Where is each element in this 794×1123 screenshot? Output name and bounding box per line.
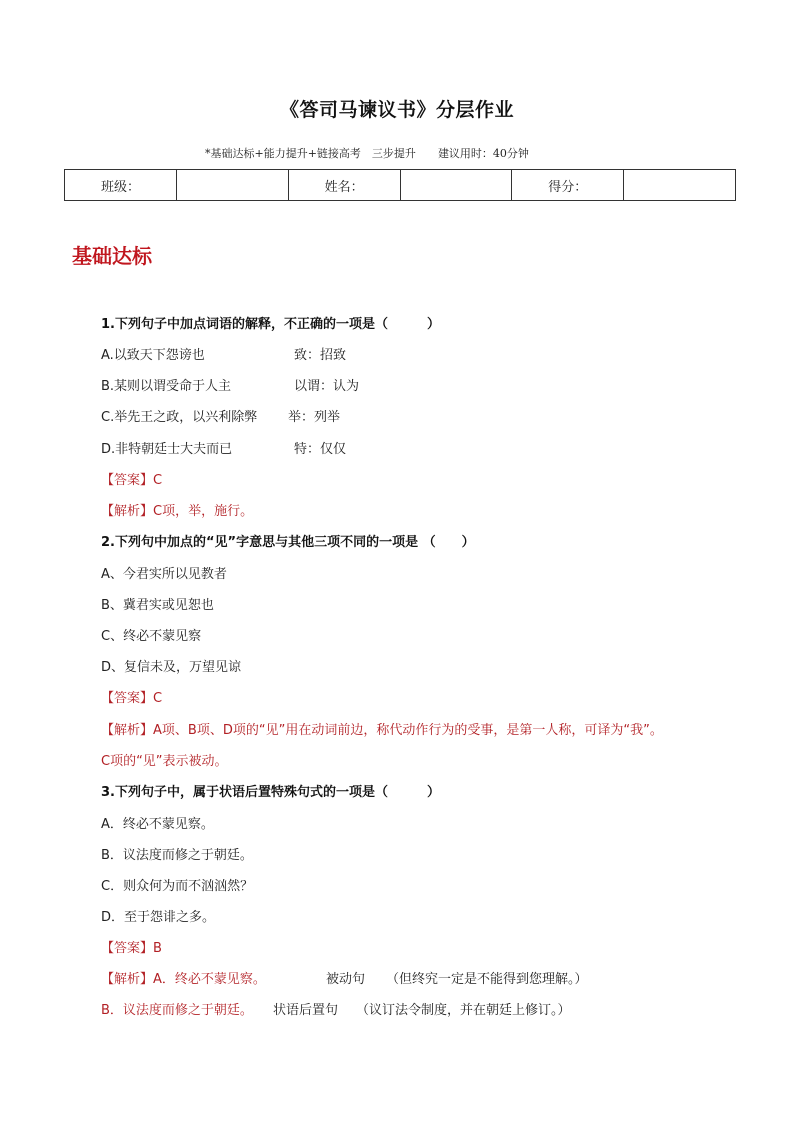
section-title: 基础达标: [72, 244, 152, 268]
q2-option-d: D、复信未及，万望见谅: [101, 660, 242, 675]
q1-a-gloss: 致：招致: [294, 348, 347, 363]
analysis-translation: （议订法令制度，并在朝廷上修订。）: [356, 1003, 571, 1018]
answer-tag: 【答案】: [101, 473, 154, 488]
q1-b-text: B.某则以谓受命于人主: [101, 379, 232, 394]
q3-analysis-line1: [101, 968, 588, 987]
q1-option-d: [101, 438, 346, 457]
analysis-translation: （但终究一定是不能得到您理解。）: [386, 972, 588, 987]
subtitle-time: 建议用时：40分钟: [437, 147, 529, 160]
q1-analysis: [101, 500, 253, 519]
q1-c-gloss: 举：列举: [288, 410, 341, 425]
q2-analysis-line1: [101, 719, 663, 738]
q3-analysis-line2: [101, 999, 571, 1018]
analysis-text: 用在动词前边，称代动作行为的受事，是第一人称，可译为: [285, 723, 624, 738]
q2-stem: 2.下列句中加点的“见”字意思与其他三项不同的一项是 （ ）: [101, 535, 475, 550]
q1-b-gloss: 以谓：认为: [294, 379, 360, 394]
name-field[interactable]: [400, 170, 512, 201]
q1-option-c: [101, 406, 340, 425]
analysis-tag: 【解析】: [101, 972, 154, 987]
answer-value: B: [153, 941, 162, 956]
answer-value: C: [153, 691, 163, 706]
score-label: 得分：: [512, 170, 624, 201]
q1-c-text: C.举先王之政，以兴利除弊: [101, 410, 258, 425]
q1-d-gloss: 特：仅仅: [294, 442, 347, 457]
q1-a-text: A.以致天下怨谤也: [101, 348, 205, 363]
q3-option-a: A．终必不蒙见察。: [101, 817, 214, 832]
q1-option-b: [101, 375, 359, 394]
q3-option-d: D．至于怨诽之多。: [101, 910, 216, 925]
class-label: 班级：: [65, 170, 177, 201]
q1-option-a: [101, 344, 346, 363]
q2-option-a: A、今君实所以见教者: [101, 567, 227, 582]
q2-option-c: C、终必不蒙见察: [101, 629, 202, 644]
document-subtitle: [205, 145, 529, 161]
score-field[interactable]: [624, 170, 736, 201]
analysis-tag: 【解析】: [101, 504, 154, 519]
analysis-text: 。: [649, 723, 663, 738]
document-title: 《答司马谏议书》分层作业: [279, 99, 514, 121]
q1-d-text: D.非特朝廷士大夫而已: [101, 442, 233, 457]
q1-stem: 1.下列句子中加点词语的解释，不正确的一项是（ ）: [101, 317, 440, 332]
class-field[interactable]: [176, 170, 288, 201]
q3-answer: [101, 937, 162, 956]
analysis-text: C项，举，施行。: [153, 504, 254, 519]
q2-option-b: B、冀君实或见恕也: [101, 598, 214, 613]
analysis-type: 状语后置句: [273, 1003, 339, 1018]
answer-tag: 【答案】: [101, 941, 154, 956]
q3-option-c: C．则众何为而不汹汹然？: [101, 879, 254, 894]
name-label: 姓名：: [288, 170, 400, 201]
answer-tag: 【答案】: [101, 691, 154, 706]
student-info-table: [64, 169, 736, 201]
analysis-quote: “见”: [258, 723, 286, 738]
analysis-text: A项、B项、D项的: [153, 723, 259, 738]
analysis-quote: “我”: [623, 723, 650, 738]
subtitle-steps: *基础达标+能力提升+链接高考 三步提升: [205, 147, 416, 160]
analysis-sentence: B．议法度而修之于朝廷。: [101, 1003, 253, 1018]
q3-option-b: B．议法度而修之于朝廷。: [101, 848, 253, 863]
q3-stem: 3.下列句子中，属于状语后置特殊句式的一项是（ ）: [101, 785, 440, 800]
answer-value: C: [153, 473, 163, 488]
q1-answer: [101, 469, 162, 488]
analysis-sentence: A．终必不蒙见察。: [153, 972, 266, 987]
q2-analysis-line2: C项的“见”表示被动。: [101, 754, 228, 769]
analysis-type: 被动句: [326, 972, 366, 987]
q2-answer: [101, 687, 162, 706]
analysis-tag: 【解析】: [101, 723, 154, 738]
